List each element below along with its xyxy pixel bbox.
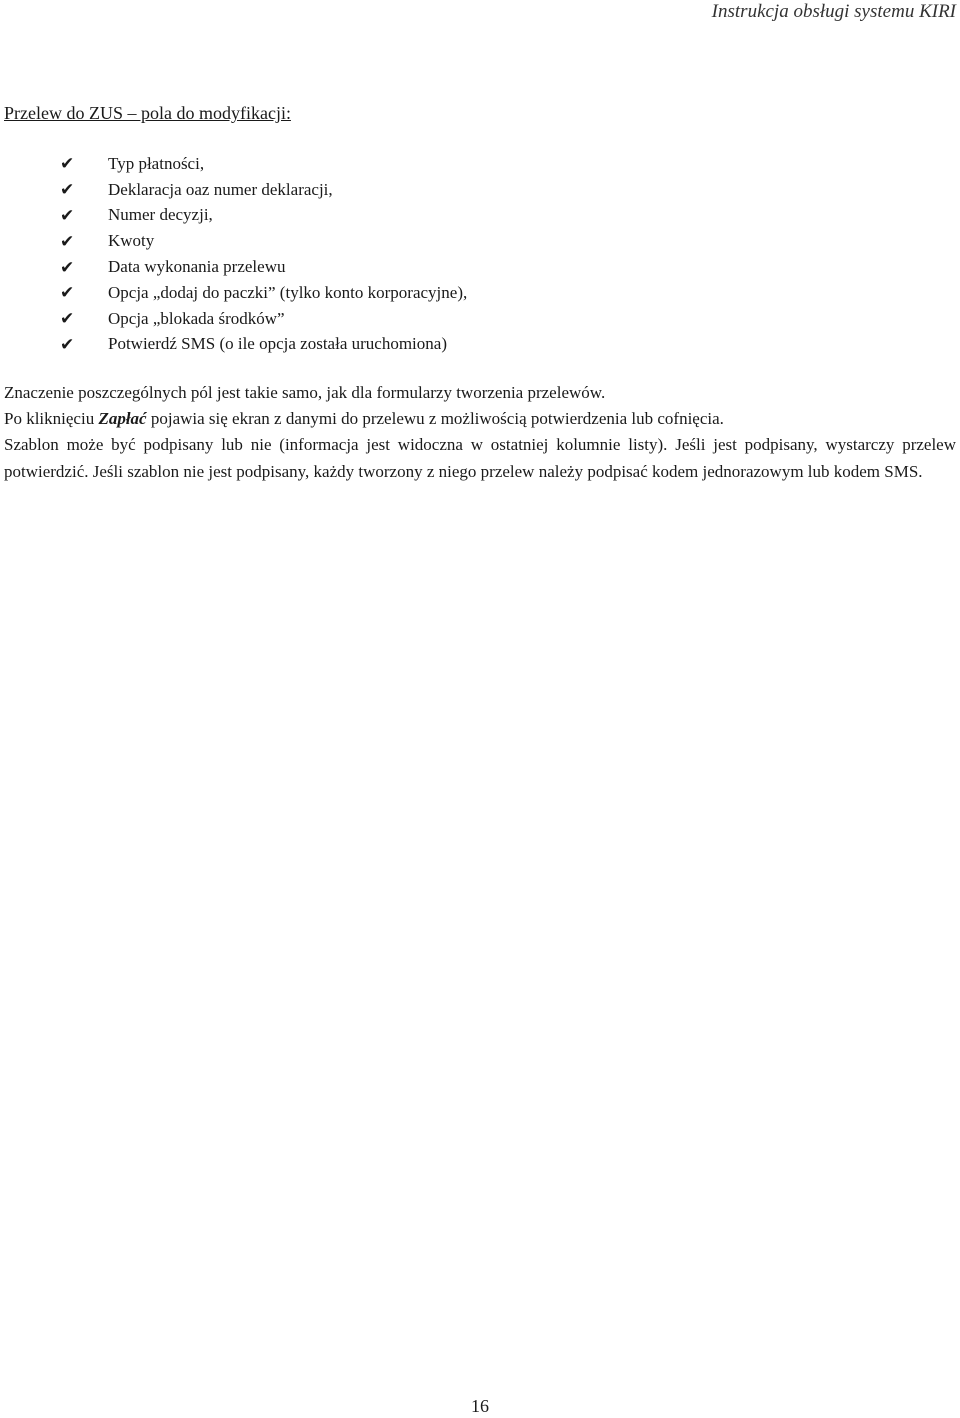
pay-action-term: Zapłać [98, 409, 147, 429]
list-item-text: Deklaracja oaz numer deklaracji, [108, 179, 333, 199]
list-item [60, 332, 467, 358]
checkmark-icon: ✔ [60, 309, 75, 329]
list-item-text: Opcja „dodaj do paczki” (tylko konto korporacyjne), [108, 282, 468, 302]
section-heading: Przelew do ZUS – pola do modyfikacji: [4, 103, 291, 123]
checkmark-icon: ✔ [60, 257, 75, 277]
list-item [60, 203, 467, 229]
list-item [60, 177, 467, 203]
list-item [60, 254, 467, 280]
modifiable-fields-list [60, 151, 467, 357]
checkmark-icon: ✔ [60, 283, 75, 303]
list-item-text: Numer decyzji, [108, 205, 213, 225]
list-item [60, 228, 467, 254]
list-item-text: Kwoty [108, 231, 155, 251]
list-item [60, 151, 467, 177]
paragraph-template-signing: Szablon może być podpisany lub nie (informacja jest widoczna w ostatniej kolumnie listy). Jeśli jest podpisany, wystarczy przelew potwierdzić. Jeśli szablon nie jest podpisany, każdy tworzony z niego przelew należy podpisać kodem jednorazowym lub kodem SMS. [4, 435, 956, 481]
page-header-title: Instrukcja obsługi systemu KIRI [711, 1, 956, 22]
list-item-text: Potwierdź SMS (o ile opcja została uruchomiona) [108, 334, 447, 354]
paragraph-pay-click [4, 406, 956, 432]
list-item-text: Typ płatności, [108, 153, 205, 173]
checkmark-icon: ✔ [60, 231, 75, 251]
list-item [60, 280, 467, 306]
paragraph-text: pojawia się ekran z danymi do przelewu z możliwością potwierdzenia lub cofnięcia. [146, 409, 724, 429]
checkmark-icon: ✔ [60, 154, 75, 174]
checkmark-icon: ✔ [60, 180, 75, 200]
checkmark-icon: ✔ [60, 205, 75, 225]
list-item-text: Opcja „blokada środków” [108, 308, 285, 328]
checkmark-icon: ✔ [60, 334, 75, 354]
paragraph-text: Po kliknięciu [4, 409, 99, 429]
list-item-text: Data wykonania przelewu [108, 257, 286, 277]
body-text [4, 380, 956, 485]
paragraph-fields-meaning: Znaczenie poszczególnych pól jest takie samo, jak dla formularzy tworzenia przelewów. [4, 383, 606, 402]
page-number: 16 [471, 1396, 489, 1416]
list-item [60, 306, 467, 332]
